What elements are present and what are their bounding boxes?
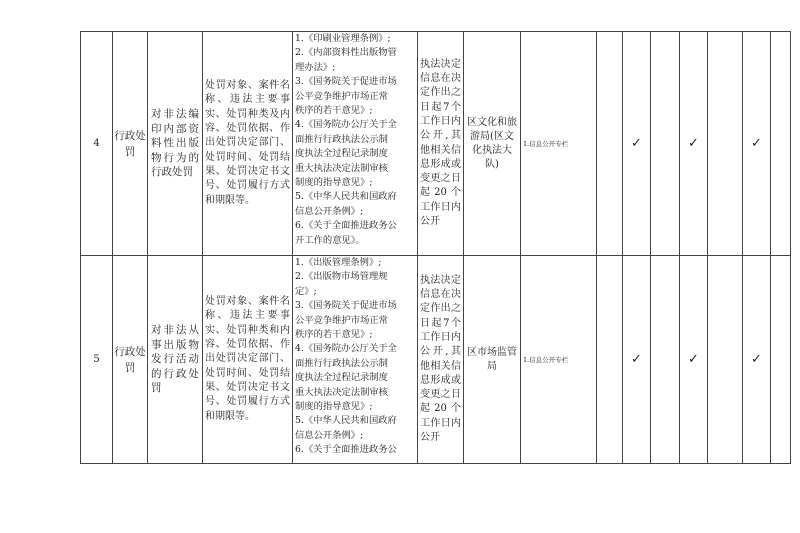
item-name: 对非法编印内部资料性出版物行为的行政处罚 (148, 32, 203, 256)
check-cell (597, 32, 623, 256)
checkmark-icon: ✓ (688, 351, 699, 367)
basis-line: 重大执法决定法制审核 (295, 386, 388, 398)
row-number: 5 (81, 256, 113, 464)
item-category: 行政处罚 (113, 256, 148, 464)
table-row (81, 32, 791, 256)
check-cell (708, 256, 743, 464)
check-cell (651, 256, 680, 464)
basis-line: 5.《中华人民共和国政府 (295, 415, 397, 427)
item-name: 对非法从事出版物发行活动的行政处罚 (148, 256, 203, 464)
basis-line: 度执法全过程记录制度 (295, 148, 388, 160)
basis-line: 3.《国务院关于促进市场 (295, 76, 397, 88)
basis-line: 信息公开条例》; (295, 429, 364, 441)
basis-line: 面推行行政执法公示制 (295, 357, 388, 369)
checkmark-icon: ✓ (751, 135, 762, 151)
basis-line: 3.《国务院关于促进市场 (295, 300, 397, 312)
disclosure-basis (293, 256, 418, 464)
table-row (81, 256, 791, 464)
checkmark-icon: ✓ (751, 351, 762, 367)
check-cell (680, 32, 708, 256)
basis-line: 制度的指导意见》; (295, 177, 373, 189)
disclosure-time: 执法决定信息在决定作出之日起7个工作日内公开,其他相关信息形成或变更之日起20个工作日内公开 (418, 256, 464, 464)
disclosure-subject: 区文化和旅游局(区文化执法大队) (464, 32, 521, 256)
basis-line: 秩序的若干意见》; (295, 105, 373, 117)
disclosure-content: 处罚对象、案件名称、违法主要事实、处罚种类及内容、处罚依据、作出处罚决定部门、处罚时间、处罚结果、处罚决定书文号、处罚履行方式和期限等。 (203, 32, 293, 256)
disclosure-table (80, 31, 791, 464)
basis-line: 1.《出版管理条例》; (295, 257, 382, 268)
check-cell (680, 256, 708, 464)
check-cell (708, 32, 743, 256)
basis-line: 4.《国务院办公厅关于全 (295, 119, 397, 131)
check-cell (771, 32, 791, 256)
checkmark-icon: ✓ (631, 351, 642, 367)
check-cell (651, 32, 680, 256)
basis-line: 面推行行政执法公示制 (295, 133, 388, 145)
check-cell (743, 32, 771, 256)
row-number: 4 (81, 32, 113, 256)
check-cell (771, 256, 791, 464)
check-cell (743, 256, 771, 464)
basis-line: 5.《中华人民共和国政府 (295, 191, 397, 203)
disclosure-time: 执法决定信息在决定作出之日起7个工作日内公开,其他相关信息形成或变更之日起20个工作日内公开 (418, 32, 464, 256)
basis-line: 信息公开条例》; (295, 205, 364, 217)
basis-line: 公平竞争维护市场正常 (295, 314, 388, 326)
basis-line: 4.《国务院办公厅关于全 (295, 343, 397, 355)
basis-line: 开工作的意见》。 (295, 234, 365, 246)
basis-line: 重大执法决定法制审核 (295, 162, 388, 174)
check-cell (623, 32, 651, 256)
basis-line: 2.《内部资料性出版物管 (295, 47, 397, 59)
basis-line: 理办法》; (295, 61, 336, 73)
basis-line: 制度的指导意见》; (295, 401, 373, 413)
disclosure-basis (293, 32, 418, 256)
basis-line: 6.《关于全面推进政务公 (295, 220, 397, 232)
disclosure-channel: 1.信息公开专栏 (521, 32, 597, 256)
item-category: 行政处罚 (113, 32, 148, 256)
checkmark-icon: ✓ (631, 135, 642, 151)
basis-line: 定》; (295, 285, 317, 297)
basis-line: 6.《关于全面推进政务公 (295, 444, 397, 456)
checkmark-icon: ✓ (688, 135, 699, 151)
disclosure-channel: 1.信息公开专栏 (521, 256, 597, 464)
check-cell (597, 256, 623, 464)
basis-line: 公平竞争维护市场正常 (295, 90, 388, 102)
check-cell (623, 256, 651, 464)
basis-line: 秩序的若干意见》; (295, 329, 373, 341)
disclosure-subject: 区市场监管局 (464, 256, 521, 464)
basis-line: 1.《印刷业管理条例》; (295, 33, 391, 44)
basis-line: 2.《出版物市场管理规 (295, 271, 388, 283)
basis-line: 度执法全过程记录制度 (295, 372, 388, 384)
disclosure-content: 处罚对象、案件名称、违法主要事实、处罚种类和内容、处罚依据、作出处罚决定部门、处罚时间、处罚结果、处罚决定书文号、处罚履行方式和期限等。 (203, 256, 293, 464)
